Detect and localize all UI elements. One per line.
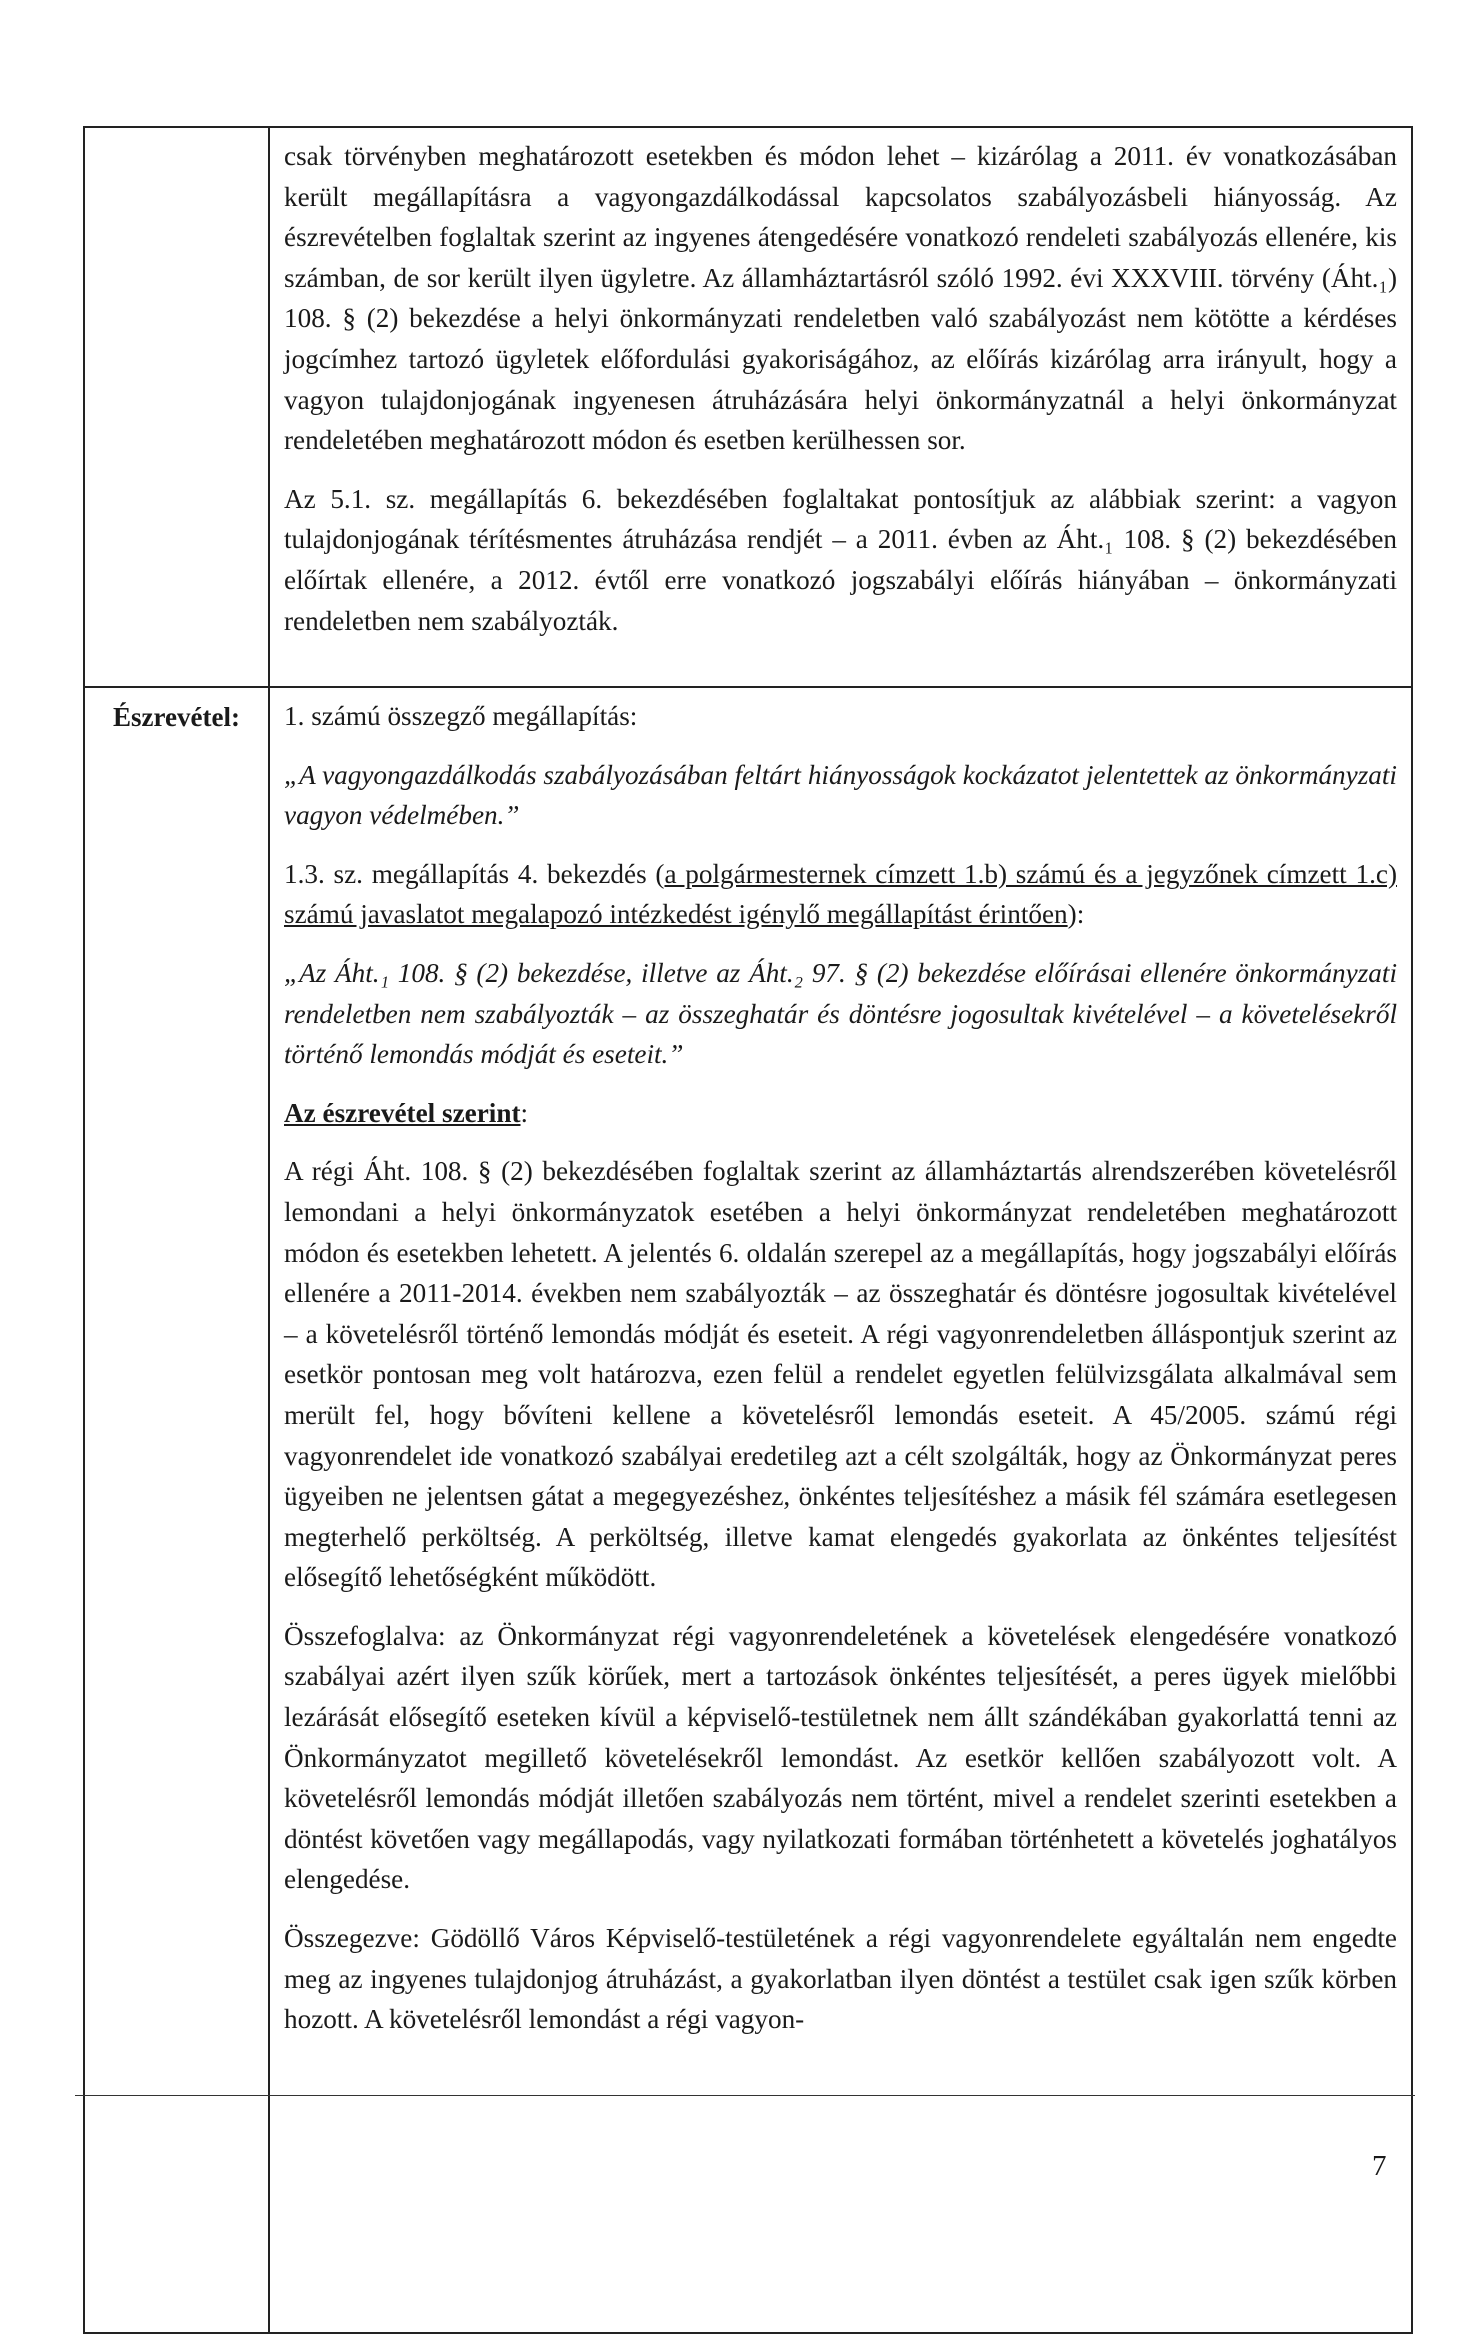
table-row (85, 686, 1411, 2332)
finding-reference (284, 854, 1397, 935)
finding-quote: „A vagyongazdálkodás szabályozásában feltárt hiányosságok kockázatot jelentettek az önkormányzati vagyon védelmében.” (284, 759, 1397, 831)
page-number: 7 (1372, 2150, 1387, 2182)
row-label-empty (85, 128, 270, 686)
row-content (270, 128, 1411, 686)
row-label: Észrevétel: (85, 688, 270, 2332)
footer-rule (75, 2095, 1415, 2096)
paragraph: Összefoglalva: az Önkormányzat régi vagyonrendeletének a követelések elengedésére vonatkozó szabályai azért ilyen szűk körűek, mert a tartozások önkéntes teljesítését, a peres ügyek mielőbbi lezárását elősegítő eseteken kívül a képviselő-testületnek nem állt szándékában gyakorlattá tenni az Önkormányzatot megillető követelésekről lemondást. Az esetkör kellően szabályozott volt. A követelésről lemondás módját illetően szabályozás nem történt, mivel a rendelet szerinti esetekben a döntést követően vagy megállapodás, vagy nyilatkozati formában történhetett a követelés joghatályos elengedése. (284, 1620, 1397, 1895)
reference-underlined: a polgármesternek címzett 1.b) számú és a jegyzőnek címzett 1.c) számú javaslatot megalapozó intézkedést igénylő megállapítást érintően (284, 858, 1397, 930)
row-content (270, 688, 1411, 2332)
reference-suffix: ): (1067, 899, 1085, 930)
paragraph: A régi Áht. 108. § (2) bekezdésében foglaltak szerint az államháztartás alrendszerében követelésről lemondani a helyi önkormányzatok esetében a helyi önkormányzat rendeletében meghatározott módon és esetekben lehetett. A jelentés 6. oldalán szerepel az a megállapítás, hogy jogszabályi előírás ellenére a 2011-2014. években nem szabályozták – az összeghatár és döntésre jogosultak kivételével – a követelésről történő lemondás módját és eseteit. A régi vagyonrendeletben álláspontjuk szerint az esetkör pontosan meg volt határozva, ezen felül a rendelet egyetlen felülvizsgálata alkalmával sem merült fel, hogy bővíteni kellene a követelésről lemondás eseteit. A 45/2005. számú régi vagyonrendelet ide vonatkozó szabályai eredetileg azt a célt szolgálták, hogy az Önkormányzat peres ügyeiben ne jelentsen gátat a megegyezéshez, önkéntes teljesítéshez a másik fél számára esetlegesen megterhelő perköltség. A perköltség, illetve kamat elengedés gyakorlata az önkéntes teljesítést elősegítő lehetőségként működött. (284, 1156, 1397, 1593)
paragraph: Összegezve: Gödöllő Város Képviselő-testületének a régi vagyonrendelete egyáltalán nem engedte meg az ingyenes tulajdonjog átruházást, a gyakorlatban ilyen döntést a testület csak igen szűk körben hozott. A követelésről lemondást a régi vagyon- (284, 1923, 1397, 2035)
finding-title: 1. számú összegző megállapítás: (284, 701, 638, 731)
section-heading (284, 1093, 1397, 1134)
reference-prefix: 1.3. sz. megállapítás 4. bekezdés ( (284, 858, 665, 889)
heading-colon: : (520, 1097, 529, 1128)
findings-table (83, 126, 1413, 2334)
table-row (85, 128, 1411, 686)
paragraph: Az 5.1. sz. megállapítás 6. bekezdésében foglaltakat pontosítjuk az alábbiak szerint: a vagyon tulajdonjogának térítésmentes átruházása rendjét – a 2011. évben az Áht.₁ 108. § (2) bekezdésében előírtak ellenére, a 2012. évtől erre vonatkozó jogszabályi előírás hiányában – önkormányzati rendeletben nem szabályozták. (284, 483, 1397, 636)
reference-quote: „Az Áht.₁ 108. § (2) bekezdése, illetve az Áht.₂ 97. § (2) bekezdése előírásai ellenére önkormányzati rendeletben nem szabályozták – az összeghatár és döntésre jogosultak kivételével – a követelésekről történő lemondás módját és eseteit.” (284, 957, 1397, 1070)
paragraph: csak törvényben meghatározott esetekben és módon lehet – kizárólag a 2011. év vonatkozásában került megállapításra a vagyongazdálkodással kapcsolatos szabályozásbeli hiányosság. Az észrevételben foglaltak szerint az ingyenes átengedésére vonatkozó rendeleti szabályozás ellenére, kis számban, de sor került ilyen ügyletre. Az államháztartásról szóló 1992. évi XXXVIII. törvény (Áht.₁) 108. § (2) bekezdése a helyi önkormányzati rendeletben való szabályozást nem kötötte a kérdéses jogcímhez tartozó ügyletek előfordulási gyakoriságához, az előírás kizárólag arra irányult, hogy a vagyon tulajdonjogának ingyenesen átruházására helyi önkormányzatnál a helyi önkormányzat rendeletében meghatározott módon és esetben kerülhessen sor. (284, 141, 1397, 456)
heading-text: Az észrevétel szerint (284, 1097, 521, 1128)
